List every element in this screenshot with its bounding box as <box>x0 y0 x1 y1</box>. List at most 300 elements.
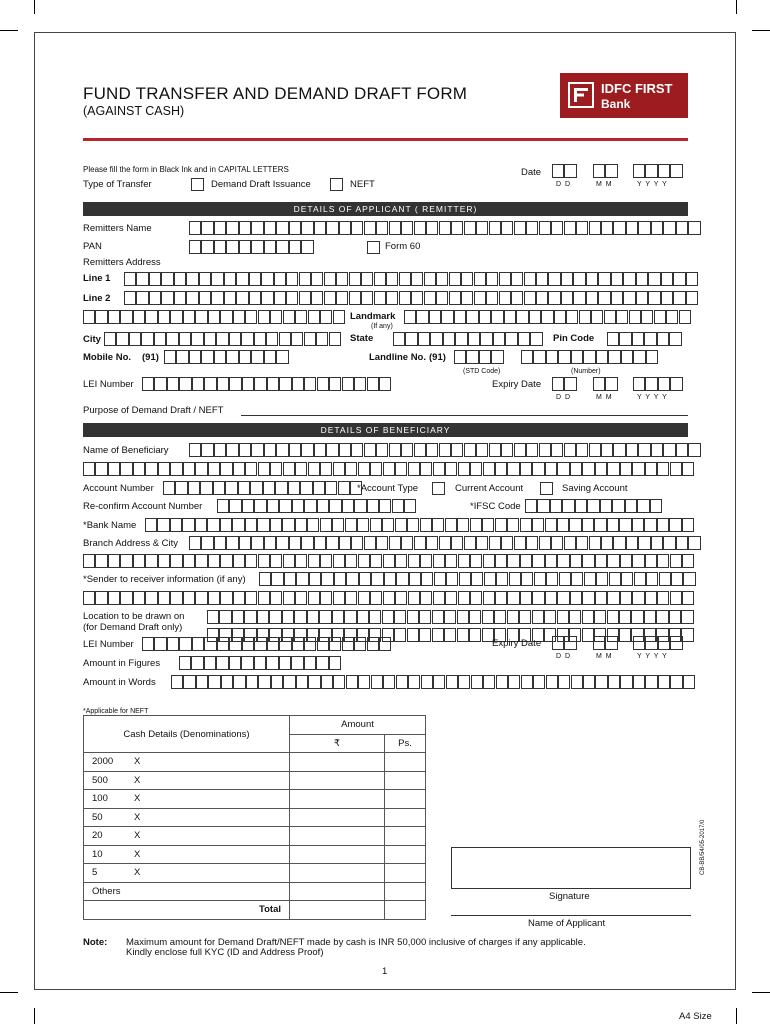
char-box[interactable] <box>650 499 662 513</box>
char-box[interactable] <box>550 499 562 513</box>
char-box[interactable] <box>207 610 219 624</box>
char-box[interactable] <box>333 310 345 324</box>
char-box[interactable] <box>596 350 608 364</box>
char-box[interactable] <box>489 443 501 457</box>
char-box[interactable] <box>439 443 451 457</box>
address-line3-boxes[interactable] <box>83 310 345 324</box>
char-box[interactable] <box>326 443 338 457</box>
char-box[interactable] <box>208 310 220 324</box>
char-box[interactable] <box>393 332 405 346</box>
char-box[interactable] <box>320 591 332 605</box>
char-box[interactable] <box>571 350 583 364</box>
char-box[interactable] <box>83 554 95 568</box>
char-box[interactable] <box>429 310 441 324</box>
char-box[interactable] <box>120 310 132 324</box>
char-box[interactable] <box>496 572 508 586</box>
char-box[interactable] <box>604 310 616 324</box>
char-box[interactable] <box>383 675 395 689</box>
char-box[interactable] <box>509 572 521 586</box>
char-box[interactable] <box>532 610 544 624</box>
char-box[interactable] <box>619 518 631 532</box>
char-box[interactable] <box>521 350 533 364</box>
char-box[interactable] <box>632 518 644 532</box>
char-box[interactable] <box>654 310 666 324</box>
char-box[interactable] <box>573 291 585 305</box>
char-box[interactable] <box>546 350 558 364</box>
char-box[interactable] <box>251 221 263 235</box>
char-box[interactable] <box>507 518 519 532</box>
char-box[interactable] <box>496 675 508 689</box>
branch-address-boxes-2[interactable] <box>83 554 695 568</box>
char-box[interactable] <box>376 221 388 235</box>
char-box[interactable] <box>539 536 551 550</box>
beneficiary-name-boxes[interactable] <box>189 443 701 457</box>
char-box[interactable] <box>551 443 563 457</box>
char-box[interactable] <box>408 675 420 689</box>
char-box[interactable] <box>239 240 251 254</box>
char-box[interactable] <box>682 591 694 605</box>
char-box[interactable] <box>279 656 291 670</box>
char-box[interactable] <box>482 610 494 624</box>
char-box[interactable] <box>432 628 444 642</box>
char-box[interactable] <box>476 221 488 235</box>
char-box[interactable] <box>142 377 154 391</box>
char-box[interactable] <box>292 377 304 391</box>
char-box[interactable] <box>308 310 320 324</box>
char-box[interactable] <box>688 536 700 550</box>
char-box[interactable] <box>638 443 650 457</box>
paise-cell[interactable] <box>385 882 426 901</box>
char-box[interactable] <box>158 554 170 568</box>
char-box[interactable] <box>633 675 645 689</box>
char-box[interactable] <box>224 291 236 305</box>
char-box[interactable] <box>83 462 95 476</box>
char-box[interactable] <box>220 518 232 532</box>
char-box[interactable] <box>326 221 338 235</box>
char-box[interactable] <box>459 572 471 586</box>
char-box[interactable] <box>320 310 332 324</box>
date-month-boxes[interactable] <box>593 164 618 178</box>
char-box[interactable] <box>149 272 161 286</box>
char-box[interactable] <box>349 291 361 305</box>
paise-cell[interactable] <box>385 808 426 827</box>
char-box[interactable] <box>476 536 488 550</box>
char-box[interactable] <box>676 536 688 550</box>
char-box[interactable] <box>479 350 491 364</box>
char-box[interactable] <box>679 310 691 324</box>
char-box[interactable] <box>289 240 301 254</box>
char-box[interactable] <box>645 675 657 689</box>
char-box[interactable] <box>611 272 623 286</box>
char-box[interactable] <box>217 499 229 513</box>
char-box[interactable] <box>479 310 491 324</box>
char-box[interactable] <box>673 291 685 305</box>
char-box[interactable] <box>545 591 557 605</box>
char-box[interactable] <box>345 462 357 476</box>
char-box[interactable] <box>645 462 657 476</box>
char-box[interactable] <box>245 310 257 324</box>
char-box[interactable] <box>633 350 645 364</box>
char-box[interactable] <box>245 591 257 605</box>
char-box[interactable] <box>670 591 682 605</box>
char-box[interactable] <box>620 591 632 605</box>
char-box[interactable] <box>483 675 495 689</box>
char-box[interactable] <box>526 221 538 235</box>
char-box[interactable] <box>357 518 369 532</box>
char-box[interactable] <box>469 628 481 642</box>
char-box[interactable] <box>133 554 145 568</box>
char-box[interactable] <box>648 272 660 286</box>
char-box[interactable] <box>683 572 695 586</box>
char-box[interactable] <box>308 462 320 476</box>
char-box[interactable] <box>451 536 463 550</box>
total-paise-cell[interactable] <box>385 901 426 920</box>
char-box[interactable] <box>361 272 373 286</box>
char-box[interactable] <box>445 554 457 568</box>
char-box[interactable] <box>582 554 594 568</box>
char-box[interactable] <box>367 377 379 391</box>
char-box[interactable] <box>367 499 379 513</box>
char-box[interactable] <box>449 272 461 286</box>
char-box[interactable] <box>225 481 237 495</box>
paise-cell[interactable] <box>385 864 426 883</box>
char-box[interactable] <box>211 272 223 286</box>
char-box[interactable] <box>557 554 569 568</box>
char-box[interactable] <box>254 499 266 513</box>
char-box[interactable] <box>232 518 244 532</box>
char-box[interactable] <box>657 332 669 346</box>
char-box[interactable] <box>354 499 366 513</box>
char-box[interactable] <box>483 554 495 568</box>
char-box[interactable] <box>264 240 276 254</box>
char-box[interactable] <box>571 675 583 689</box>
char-box[interactable] <box>661 272 673 286</box>
account-number-boxes[interactable] <box>163 481 363 495</box>
char-box[interactable] <box>83 310 95 324</box>
char-box[interactable] <box>279 332 291 346</box>
char-box[interactable] <box>464 443 476 457</box>
char-box[interactable] <box>171 675 183 689</box>
char-box[interactable] <box>634 572 646 586</box>
char-box[interactable] <box>613 536 625 550</box>
char-box[interactable] <box>239 536 251 550</box>
char-box[interactable] <box>682 462 694 476</box>
char-box[interactable] <box>534 572 546 586</box>
char-box[interactable] <box>145 591 157 605</box>
char-box[interactable] <box>532 591 544 605</box>
char-box[interactable] <box>266 656 278 670</box>
char-box[interactable] <box>514 443 526 457</box>
char-box[interactable] <box>270 310 282 324</box>
char-box[interactable] <box>446 675 458 689</box>
char-box[interactable] <box>307 610 319 624</box>
char-box[interactable] <box>320 462 332 476</box>
char-box[interactable] <box>274 291 286 305</box>
char-box[interactable] <box>607 518 619 532</box>
char-box[interactable] <box>557 610 569 624</box>
char-box[interactable] <box>291 332 303 346</box>
char-box[interactable] <box>632 462 644 476</box>
neft-checkbox[interactable] <box>330 178 343 191</box>
char-box[interactable] <box>282 610 294 624</box>
char-box[interactable] <box>374 272 386 286</box>
char-box[interactable] <box>183 675 195 689</box>
char-box[interactable] <box>158 310 170 324</box>
char-box[interactable] <box>226 443 238 457</box>
char-box[interactable] <box>483 591 495 605</box>
char-box[interactable] <box>404 499 416 513</box>
char-box[interactable] <box>636 291 648 305</box>
char-box[interactable] <box>175 481 187 495</box>
char-box[interactable] <box>557 518 569 532</box>
char-box[interactable] <box>116 332 128 346</box>
char-box[interactable] <box>83 591 95 605</box>
rupee-cell[interactable] <box>290 845 385 864</box>
char-box[interactable] <box>242 637 254 651</box>
char-box[interactable] <box>183 462 195 476</box>
char-box[interactable] <box>669 518 681 532</box>
char-box[interactable] <box>489 536 501 550</box>
char-box[interactable] <box>644 610 656 624</box>
char-box[interactable] <box>176 350 188 364</box>
char-box[interactable] <box>619 628 631 642</box>
char-box[interactable] <box>217 637 229 651</box>
char-box[interactable] <box>379 499 391 513</box>
char-box[interactable] <box>525 499 537 513</box>
char-box[interactable] <box>657 518 669 532</box>
address-line2-boxes[interactable] <box>124 291 698 305</box>
char-box[interactable] <box>270 518 282 532</box>
char-box[interactable] <box>154 637 166 651</box>
char-box[interactable] <box>304 499 316 513</box>
char-box[interactable] <box>516 310 528 324</box>
char-box[interactable] <box>495 462 507 476</box>
char-box[interactable] <box>476 443 488 457</box>
char-box[interactable] <box>608 350 620 364</box>
char-box[interactable] <box>511 272 523 286</box>
char-box[interactable] <box>439 536 451 550</box>
char-box[interactable] <box>195 591 207 605</box>
char-box[interactable] <box>559 572 571 586</box>
char-box[interactable] <box>338 481 350 495</box>
char-box[interactable] <box>364 536 376 550</box>
char-box[interactable] <box>163 481 175 495</box>
char-box[interactable] <box>589 221 601 235</box>
char-box[interactable] <box>420 518 432 532</box>
char-box[interactable] <box>554 310 566 324</box>
char-box[interactable] <box>458 554 470 568</box>
char-box[interactable] <box>354 377 366 391</box>
char-box[interactable] <box>195 554 207 568</box>
char-box[interactable] <box>558 675 570 689</box>
char-box[interactable] <box>458 675 470 689</box>
char-box[interactable] <box>195 518 207 532</box>
char-box[interactable] <box>164 350 176 364</box>
char-box[interactable] <box>108 554 120 568</box>
char-box[interactable] <box>233 591 245 605</box>
char-box[interactable] <box>314 536 326 550</box>
rupee-cell[interactable] <box>290 753 385 772</box>
char-box[interactable] <box>470 591 482 605</box>
char-box[interactable] <box>470 554 482 568</box>
purpose-line[interactable] <box>241 415 688 416</box>
char-box[interactable] <box>416 310 428 324</box>
char-box[interactable] <box>324 291 336 305</box>
char-box[interactable] <box>214 536 226 550</box>
char-box[interactable] <box>224 272 236 286</box>
char-box[interactable] <box>108 310 120 324</box>
char-box[interactable] <box>663 221 675 235</box>
char-box[interactable] <box>686 291 698 305</box>
char-box[interactable] <box>136 272 148 286</box>
char-box[interactable] <box>342 377 354 391</box>
char-box[interactable] <box>120 554 132 568</box>
char-box[interactable] <box>226 350 238 364</box>
char-box[interactable] <box>595 591 607 605</box>
char-box[interactable] <box>646 572 658 586</box>
char-box[interactable] <box>299 291 311 305</box>
char-box[interactable] <box>682 518 694 532</box>
char-box[interactable] <box>329 499 341 513</box>
char-box[interactable] <box>466 350 478 364</box>
char-box[interactable] <box>670 462 682 476</box>
char-box[interactable] <box>484 572 496 586</box>
char-box[interactable] <box>408 554 420 568</box>
pin-code-boxes[interactable] <box>607 332 682 346</box>
char-box[interactable] <box>258 591 270 605</box>
char-box[interactable] <box>454 310 466 324</box>
char-box[interactable] <box>342 637 354 651</box>
char-box[interactable] <box>317 377 329 391</box>
char-box[interactable] <box>631 610 643 624</box>
char-box[interactable] <box>396 572 408 586</box>
char-box[interactable] <box>242 377 254 391</box>
char-box[interactable] <box>681 628 693 642</box>
char-box[interactable] <box>204 656 216 670</box>
char-box[interactable] <box>226 240 238 254</box>
char-box[interactable] <box>545 518 557 532</box>
char-box[interactable] <box>533 350 545 364</box>
char-box[interactable] <box>263 481 275 495</box>
char-box[interactable] <box>309 572 321 586</box>
char-box[interactable] <box>358 591 370 605</box>
char-box[interactable] <box>299 272 311 286</box>
char-box[interactable] <box>376 536 388 550</box>
char-box[interactable] <box>261 291 273 305</box>
char-box[interactable] <box>370 518 382 532</box>
char-box[interactable] <box>170 591 182 605</box>
char-box[interactable] <box>249 272 261 286</box>
char-box[interactable] <box>345 591 357 605</box>
char-box[interactable] <box>267 637 279 651</box>
char-box[interactable] <box>142 637 154 651</box>
char-box[interactable] <box>601 221 613 235</box>
char-box[interactable] <box>582 462 594 476</box>
char-box[interactable] <box>507 591 519 605</box>
bank-name-boxes[interactable] <box>145 518 694 532</box>
char-box[interactable] <box>480 332 492 346</box>
char-box[interactable] <box>383 591 395 605</box>
char-box[interactable] <box>261 272 273 286</box>
char-box[interactable] <box>682 554 694 568</box>
char-box[interactable] <box>195 310 207 324</box>
char-box[interactable] <box>520 518 532 532</box>
char-box[interactable] <box>612 499 624 513</box>
char-box[interactable] <box>558 350 570 364</box>
char-box[interactable] <box>254 656 266 670</box>
char-box[interactable] <box>532 554 544 568</box>
rupee-cell[interactable] <box>290 864 385 883</box>
char-box[interactable] <box>276 240 288 254</box>
char-box[interactable] <box>595 675 607 689</box>
char-box[interactable] <box>251 350 263 364</box>
char-box[interactable] <box>564 536 576 550</box>
char-box[interactable] <box>495 554 507 568</box>
char-box[interactable] <box>183 591 195 605</box>
char-box[interactable] <box>436 291 448 305</box>
char-box[interactable] <box>424 272 436 286</box>
char-box[interactable] <box>133 310 145 324</box>
char-box[interactable] <box>638 221 650 235</box>
char-box[interactable] <box>491 310 503 324</box>
char-box[interactable] <box>426 443 438 457</box>
char-box[interactable] <box>186 272 198 286</box>
char-box[interactable] <box>301 443 313 457</box>
char-box[interactable] <box>561 291 573 305</box>
amount-words-boxes[interactable] <box>171 675 695 689</box>
char-box[interactable] <box>648 291 660 305</box>
std-code-boxes[interactable] <box>454 350 504 364</box>
char-box[interactable] <box>339 536 351 550</box>
char-box[interactable] <box>295 310 307 324</box>
paise-cell[interactable] <box>385 771 426 790</box>
char-box[interactable] <box>120 591 132 605</box>
char-box[interactable] <box>279 377 291 391</box>
char-box[interactable] <box>607 332 619 346</box>
char-box[interactable] <box>520 554 532 568</box>
char-box[interactable] <box>632 332 644 346</box>
char-box[interactable] <box>623 291 635 305</box>
reconfirm-account-boxes[interactable] <box>217 499 417 513</box>
char-box[interactable] <box>207 518 219 532</box>
char-box[interactable] <box>461 272 473 286</box>
char-box[interactable] <box>170 518 182 532</box>
char-box[interactable] <box>264 350 276 364</box>
char-box[interactable] <box>396 675 408 689</box>
char-box[interactable] <box>364 221 376 235</box>
char-box[interactable] <box>495 518 507 532</box>
char-box[interactable] <box>432 518 444 532</box>
char-box[interactable] <box>276 536 288 550</box>
char-box[interactable] <box>233 462 245 476</box>
char-box[interactable] <box>216 332 228 346</box>
char-box[interactable] <box>382 518 394 532</box>
char-box[interactable] <box>220 591 232 605</box>
char-box[interactable] <box>444 610 456 624</box>
char-box[interactable] <box>188 481 200 495</box>
char-box[interactable] <box>196 675 208 689</box>
char-box[interactable] <box>620 675 632 689</box>
char-box[interactable] <box>316 332 328 346</box>
rupee-cell[interactable] <box>290 827 385 846</box>
char-box[interactable] <box>401 221 413 235</box>
char-box[interactable] <box>364 443 376 457</box>
char-box[interactable] <box>418 332 430 346</box>
char-box[interactable] <box>307 518 319 532</box>
char-box[interactable] <box>258 310 270 324</box>
char-box[interactable] <box>546 675 558 689</box>
char-box[interactable] <box>371 572 383 586</box>
